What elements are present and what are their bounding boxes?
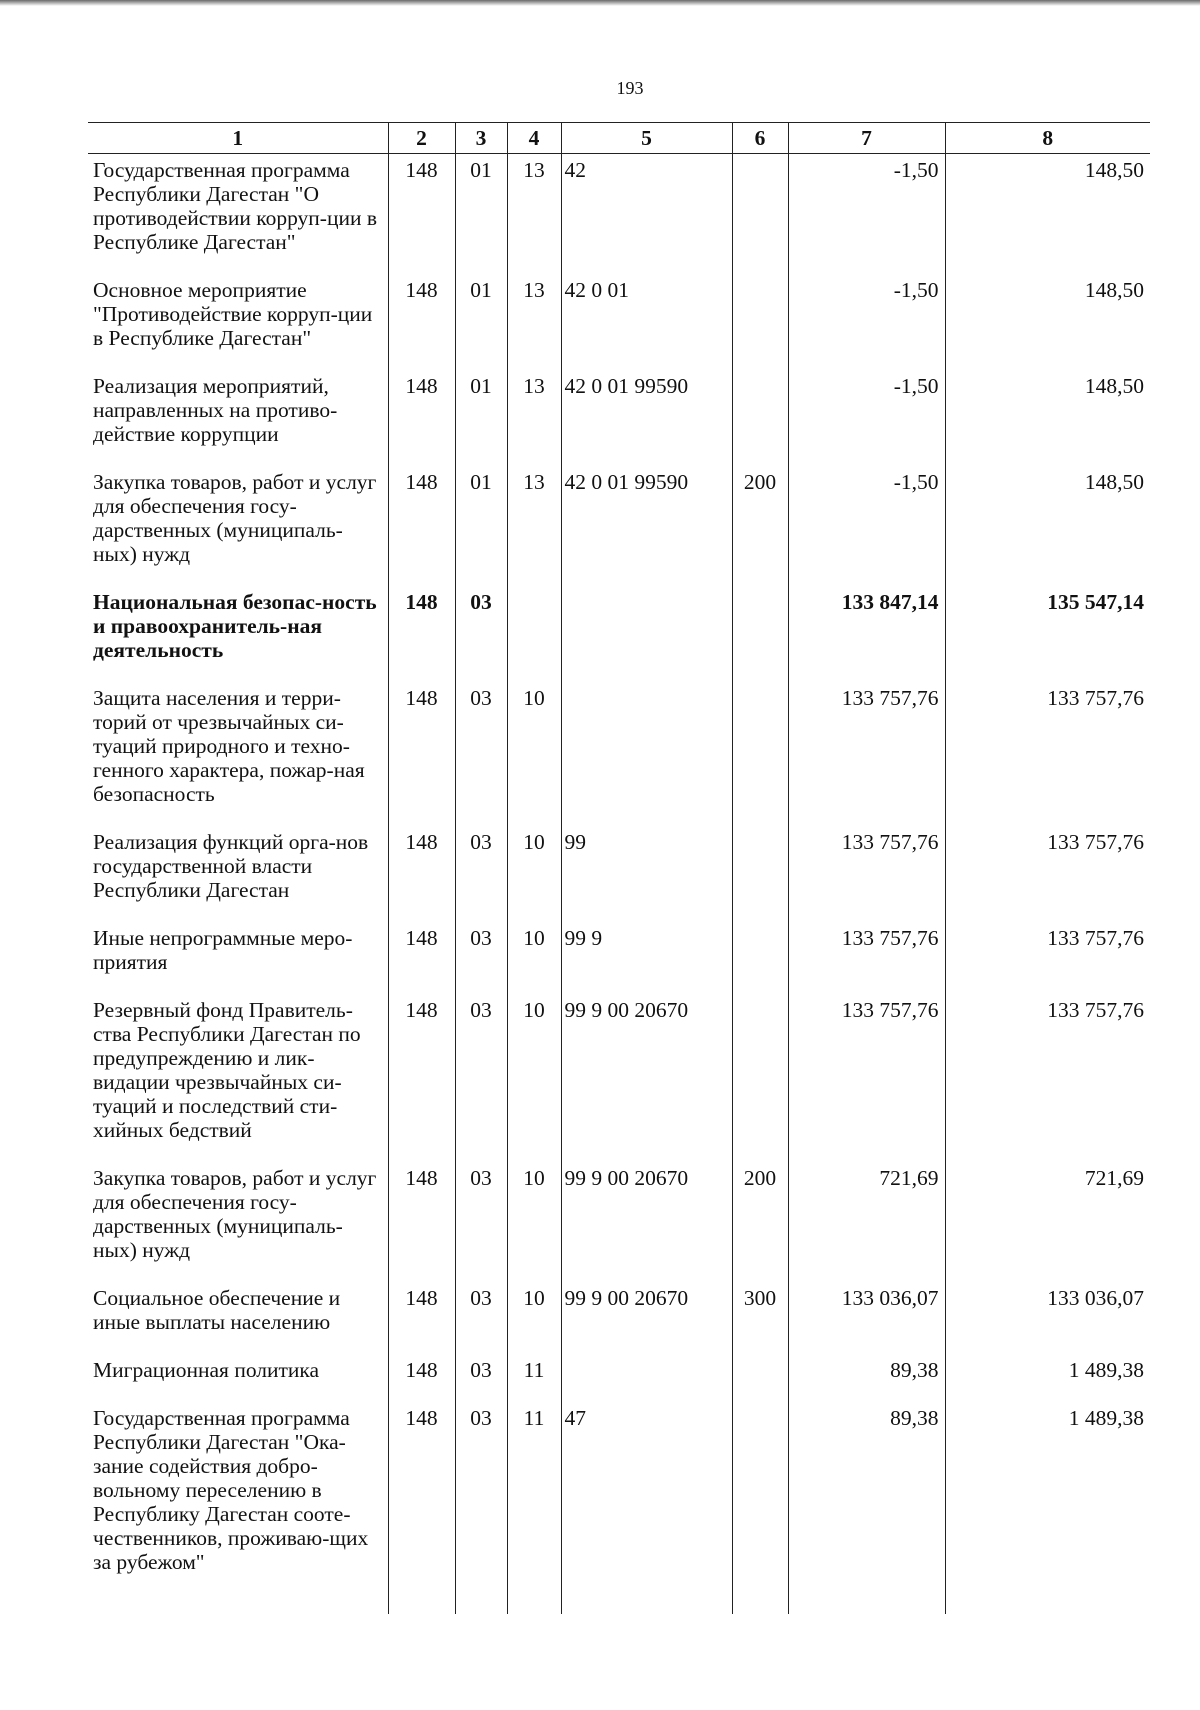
cell-col-3: 01 — [455, 154, 507, 275]
cell-col-2: 148 — [388, 682, 455, 826]
cell-col-3: 03 — [455, 826, 507, 922]
table-row — [88, 154, 1150, 275]
cell-col-7: 89,38 — [788, 1402, 945, 1614]
table-row — [88, 274, 1150, 370]
cell-col-7: 133 757,76 — [788, 682, 945, 826]
cell-col-7: 133 757,76 — [788, 994, 945, 1162]
table-row — [88, 1162, 1150, 1282]
cell-col-7: -1,50 — [788, 274, 945, 370]
cell-col-6: 200 — [732, 1162, 788, 1282]
cell-col-2: 148 — [388, 1402, 455, 1614]
cell-col-5: 99 9 00 20670 — [561, 1282, 732, 1354]
cell-col-2: 148 — [388, 370, 455, 466]
cell-col-2: 148 — [388, 154, 455, 275]
cell-col-8: 148,50 — [945, 370, 1150, 466]
cell-col-4: 10 — [507, 922, 561, 994]
cell-col-2: 148 — [388, 826, 455, 922]
cell-col-5: 42 0 01 — [561, 274, 732, 370]
cell-col-4: 10 — [507, 1162, 561, 1282]
cell-col-5: 42 0 01 99590 — [561, 370, 732, 466]
cell-col-6 — [732, 1402, 788, 1614]
column-header: 1 — [88, 123, 388, 154]
table-row — [88, 1282, 1150, 1354]
cell-col-3: 03 — [455, 1162, 507, 1282]
cell-col-8: 148,50 — [945, 466, 1150, 586]
cell-col-4: 13 — [507, 370, 561, 466]
row-name-cell: Национальная безопас-ность и правоохранитель-ная деятельность — [93, 590, 377, 662]
cell-col-8: 148,50 — [945, 154, 1150, 275]
cell-col-8: 133 757,76 — [945, 826, 1150, 922]
column-header: 4 — [507, 123, 561, 154]
cell-col-6 — [732, 994, 788, 1162]
cell-col-8: 133 757,76 — [945, 682, 1150, 826]
row-name-cell: Государственная программа Республики Дагестан "Ока-зание содействия добро-вольному переселению в Республику Дагестан соотe-чественников, проживаю-щих за рубежом" — [93, 1406, 369, 1574]
page-number: 193 — [616, 78, 644, 98]
cell-col-8: 133 757,76 — [945, 994, 1150, 1162]
cell-col-5: 99 9 — [561, 922, 732, 994]
cell-col-5: 99 — [561, 826, 732, 922]
cell-col-4 — [507, 586, 561, 682]
row-name-cell: Иные непрограммные меро-приятия — [93, 926, 353, 974]
cell-col-3: 03 — [455, 1354, 507, 1402]
cell-col-7: 133 757,76 — [788, 922, 945, 994]
budget-table — [88, 122, 1150, 1614]
cell-col-3: 03 — [455, 1282, 507, 1354]
cell-col-4: 10 — [507, 682, 561, 826]
cell-col-3: 03 — [455, 586, 507, 682]
cell-col-6 — [732, 370, 788, 466]
cell-col-2: 148 — [388, 922, 455, 994]
column-header: 2 — [388, 123, 455, 154]
cell-col-3: 03 — [455, 922, 507, 994]
cell-col-7: -1,50 — [788, 370, 945, 466]
table-row — [88, 466, 1150, 586]
cell-col-4: 10 — [507, 1282, 561, 1354]
table-row — [88, 586, 1150, 682]
cell-col-7: 721,69 — [788, 1162, 945, 1282]
cell-col-6 — [732, 922, 788, 994]
table-header-row — [88, 123, 1150, 154]
row-name-cell: Защита населения и терри-торий от чрезвычайных си-туаций природного и техно-генного характера, пожар-ная безопасность — [93, 686, 365, 806]
column-header: 8 — [945, 123, 1150, 154]
column-header: 5 — [561, 123, 732, 154]
cell-col-5: 99 9 00 20670 — [561, 1162, 732, 1282]
cell-col-8: 721,69 — [945, 1162, 1150, 1282]
cell-col-4: 11 — [507, 1402, 561, 1614]
row-name-cell: Реализация функций орга-нов государственной власти Республики Дагестан — [93, 830, 369, 902]
cell-col-6: 300 — [732, 1282, 788, 1354]
cell-col-5 — [561, 682, 732, 826]
cell-col-2: 148 — [388, 1162, 455, 1282]
table-row — [88, 994, 1150, 1162]
row-name-cell: Закупка товаров, работ и услуг для обеспечения госу-дарственных (муниципаль-ных) нужд — [93, 470, 377, 566]
cell-col-3: 03 — [455, 994, 507, 1162]
cell-col-3: 01 — [455, 370, 507, 466]
scan-edge — [0, 0, 1200, 6]
cell-col-7: -1,50 — [788, 466, 945, 586]
row-name-cell: Реализация мероприятий, направленных на противо-действие коррупции — [93, 374, 338, 446]
cell-col-7: 133 847,14 — [788, 586, 945, 682]
row-name-cell: Основное мероприятие "Противодействие корруп-ции в Республике Дагестан" — [93, 278, 373, 350]
cell-col-2: 148 — [388, 1282, 455, 1354]
cell-col-8: 1 489,38 — [945, 1402, 1150, 1614]
cell-col-5: 47 — [561, 1402, 732, 1614]
cell-col-2: 148 — [388, 274, 455, 370]
cell-col-2: 148 — [388, 994, 455, 1162]
cell-col-6 — [732, 826, 788, 922]
cell-col-3: 03 — [455, 682, 507, 826]
column-header: 3 — [455, 123, 507, 154]
cell-col-4: 10 — [507, 994, 561, 1162]
cell-col-6 — [732, 154, 788, 275]
cell-col-7: 133 036,07 — [788, 1282, 945, 1354]
cell-col-6: 200 — [732, 466, 788, 586]
table-row — [88, 1354, 1150, 1402]
column-header: 6 — [732, 123, 788, 154]
row-name-cell: Миграционная политика — [93, 1358, 320, 1382]
table-row — [88, 922, 1150, 994]
cell-col-8: 135 547,14 — [945, 586, 1150, 682]
table-row — [88, 1402, 1150, 1614]
cell-col-6 — [732, 274, 788, 370]
cell-col-6 — [732, 1354, 788, 1402]
cell-col-4: 13 — [507, 466, 561, 586]
cell-col-6 — [732, 682, 788, 826]
row-name-cell: Государственная программа Республики Дагестан "О противодействии корруп-ции в Республике Дагестан" — [93, 158, 378, 254]
cell-col-3: 01 — [455, 466, 507, 586]
cell-col-4: 13 — [507, 274, 561, 370]
cell-col-2: 148 — [388, 1354, 455, 1402]
cell-col-5: 42 — [561, 154, 732, 275]
cell-col-2: 148 — [388, 466, 455, 586]
cell-col-8: 133 036,07 — [945, 1282, 1150, 1354]
table-row — [88, 682, 1150, 826]
column-header: 7 — [788, 123, 945, 154]
cell-col-5 — [561, 1354, 732, 1402]
cell-col-7: -1,50 — [788, 154, 945, 275]
cell-col-6 — [732, 586, 788, 682]
table-row — [88, 826, 1150, 922]
cell-col-7: 89,38 — [788, 1354, 945, 1402]
cell-col-8: 148,50 — [945, 274, 1150, 370]
cell-col-4: 13 — [507, 154, 561, 275]
cell-col-2: 148 — [388, 586, 455, 682]
cell-col-5: 99 9 00 20670 — [561, 994, 732, 1162]
row-name-cell: Социальное обеспечение и иные выплаты населению — [93, 1286, 341, 1334]
cell-col-8: 133 757,76 — [945, 922, 1150, 994]
table-row — [88, 370, 1150, 466]
row-name-cell: Резервный фонд Правитель-ства Республики Дагестан по предупреждению и лик-видации чрезвычайных си-туаций и последствий сти-хийных бедствий — [93, 998, 361, 1142]
cell-col-3: 03 — [455, 1402, 507, 1614]
cell-col-7: 133 757,76 — [788, 826, 945, 922]
cell-col-5 — [561, 586, 732, 682]
cell-col-8: 1 489,38 — [945, 1354, 1150, 1402]
cell-col-5: 42 0 01 99590 — [561, 466, 732, 586]
cell-col-4: 11 — [507, 1354, 561, 1402]
cell-col-4: 10 — [507, 826, 561, 922]
row-name-cell: Закупка товаров, работ и услуг для обеспечения госу-дарственных (муниципаль-ных) нужд — [93, 1166, 377, 1262]
cell-col-3: 01 — [455, 274, 507, 370]
